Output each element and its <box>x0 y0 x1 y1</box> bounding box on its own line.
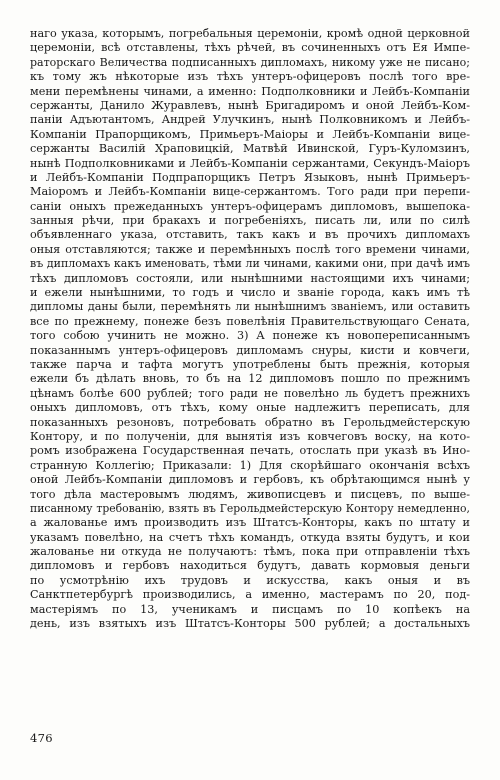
text-line: паніи Адъютантомъ, Андрей Улучкинъ, нынѣ Полковникомъ и Лейбъ- <box>30 113 470 127</box>
text-line: церемоніи, всѣ отставлены, тѣхъ рѣчей, въ сочиненныхъ отъ Ея Импе- <box>30 41 470 55</box>
text-line: а жалованье имъ производить изъ Штатсъ-Конторы, какъ по штату и <box>30 516 470 530</box>
text-line: и Лейбъ-Компаніи Подпрапорщикъ Петръ Языковъ, нынѣ Примьеръ- <box>30 170 470 184</box>
text-line: Компаніи Прапорщикомъ, Примьеръ-Маіоры и Лейбъ-Компаніи вице- <box>30 127 470 141</box>
text-line: указамъ повелѣно, на счетъ тѣхъ командъ, откуда взяты будутъ, и кои <box>30 530 470 544</box>
text-line: нынѣ Подполковниками и Лейбъ-Компаніи сержантами, Секундъ-Маіоръ <box>30 156 470 170</box>
text-line: показаннымъ унтеръ-офицеровъ дипломамъ снуры, кисти и ковчеги, <box>30 343 470 357</box>
text-line: мени перемѣнены чинами, а именно: Подполковники и Лейбъ-Компаніи <box>30 84 470 98</box>
text-line: того собою учинить не можно. 3) А понеже къ новопереписаннымъ <box>30 329 470 343</box>
page-number: 476 <box>30 731 53 745</box>
text-line: писанному требованію, взять въ Герольдмейстерскую Контору немедленно, <box>30 501 470 515</box>
text-line: Санктпетербургѣ производились, а именно, мастерамъ по 20, под- <box>30 588 470 602</box>
text-line: объявленнаго указа, отставить, такъ какъ и въ прочихъ дипломахъ <box>30 228 470 242</box>
text-line: день, изъ взятыхъ изъ Штатсъ-Конторы 500 рублей; а достальныхъ <box>30 617 470 631</box>
text-line: ромъ изображена Государственная печать, отослать при указѣ въ Ино- <box>30 444 470 458</box>
text-line: саніи оныхъ прежеданныхъ унтеръ-офицерамъ дипломовъ, вышепока- <box>30 199 470 213</box>
text-line: дипломы даны были, перемѣнять ли нынѣшнимъ званіемъ, или оставить <box>30 300 470 314</box>
text-line: по усмотрѣнію ихъ трудовъ и искусства, какъ оныя и въ <box>30 573 470 587</box>
text-line: оныхъ дипломовъ, отъ тѣхъ, кому оные надлежитъ переписать, для <box>30 401 470 415</box>
text-line: занныя рѣчи, при бракахъ и погребеніяхъ, писать ли, или по силѣ <box>30 214 470 228</box>
text-line: показанныхъ резоновъ, потребовать обратно въ Герольдмейстерскую <box>30 415 470 429</box>
text-line: все по прежнему, понеже безъ повелѣнія Правительствующаго Сената, <box>30 314 470 328</box>
text-line: оныя отставляются; также и перемѣнныхъ послѣ того времени чинами, <box>30 242 470 256</box>
text-line: того дѣла мастеровымъ людямъ, живописцевъ и писцевъ, по выше- <box>30 487 470 501</box>
text-line: сержанты, Данило Журавлевъ, нынѣ Бригадиромъ и оной Лейбъ-Ком- <box>30 98 470 112</box>
text-line: въ дипломахъ какъ именовать, тѣми ли чинами, какими они, при дачѣ имъ <box>30 257 470 271</box>
text-line: Контору, и по полученіи, для вынятія изъ ковчеговъ воску, на кото- <box>30 429 470 443</box>
text-line: тѣхъ дипломовъ состояли, или нынѣшними настоящими ихъ чинами; <box>30 271 470 285</box>
text-line: мастеріямъ по 13, ученикамъ и писцамъ по 10 копѣекъ на <box>30 602 470 616</box>
text-line: къ тому жъ нѣкоторые изъ тѣхъ унтеръ-офицеровъ послѣ того вре- <box>30 70 470 84</box>
text-line: странную Коллегію; Приказали: 1) Для скорѣйшаго окончанія всѣхъ <box>30 458 470 472</box>
text-line: оной Лейбъ-Компаніи дипломовъ и гербовъ, къ обрѣтающимся нынѣ у <box>30 473 470 487</box>
text-line: жалованье ни откуда не получаютъ: тѣмъ, пока при отправленіи тѣхъ <box>30 545 470 559</box>
text-line: наго указа, которымъ, погребальныя церемоніи, кромѣ одной церковной <box>30 27 470 40</box>
text-line: сержанты Василій Храповицкій, Матвѣй Ивинской, Гуръ-Куломзинъ, <box>30 142 470 156</box>
text-line: также парча и тафта могутъ употреблены быть прежнія, которыя <box>30 357 470 371</box>
text-line: и ежели нынѣшними, то годъ и число и званіе города, какъ имъ тѣ <box>30 286 470 300</box>
text-line: ежели бъ дѣлать вновь, то бъ на 12 дипломовъ пошло по прежнимъ <box>30 372 470 386</box>
text-line: Маіоромъ и Лейбъ-Компаніи вице-сержантомъ. Того ради при перепи- <box>30 185 470 199</box>
text-line: раторскаго Величества подписанныхъ дипломахъ, никому уже не писано; <box>30 55 470 69</box>
body-text <box>30 27 470 631</box>
text-line: дипломовъ и гербовъ находиться будутъ, давать кормовыя деньги <box>30 559 470 573</box>
text-line: цѣнамъ болѣе 600 рублей; того ради не повелѣно ль будетъ прежнихъ <box>30 386 470 400</box>
